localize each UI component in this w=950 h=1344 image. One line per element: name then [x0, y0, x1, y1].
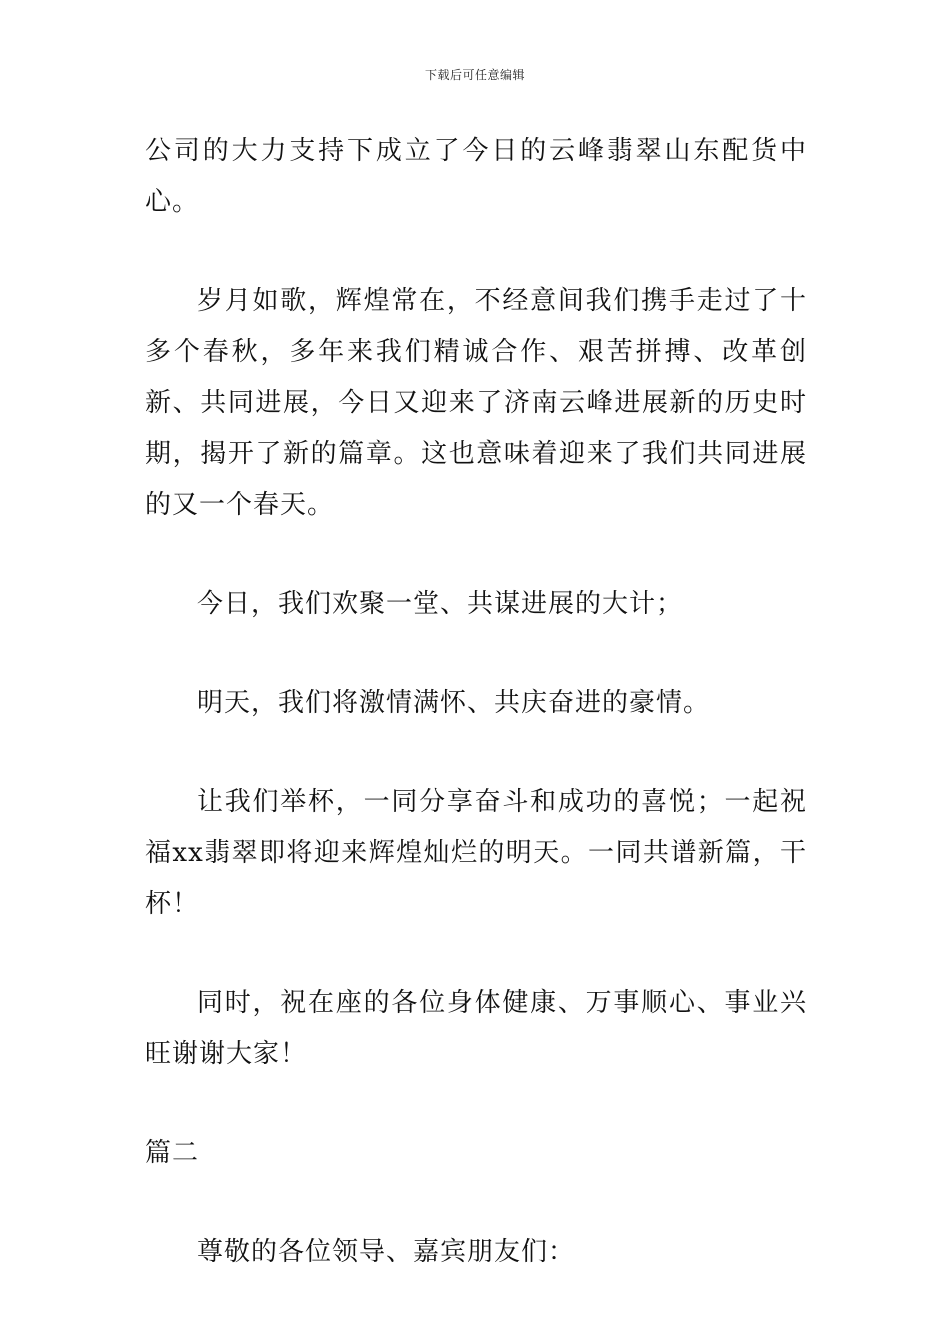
paragraph-wishes: 同时，祝在座的各位身体健康、万事顺心、事业兴旺谢谢大家！: [145, 988, 807, 1069]
paragraph-continuation: 公司的大力支持下成立了今日的云峰翡翠山东配货中心。: [145, 136, 807, 217]
paragraph-years: 岁月如歌，辉煌常在，不经意间我们携手走过了十多个春秋，多年来我们精诚合作、艰苦拼搏、改革创新、共同进展，今日又迎来了济南云峰进展新的历史时期，揭开了新的篇章。这也意味着迎来了我们共同进展的又一个春天。: [145, 286, 807, 520]
paragraph-greeting: 尊敬的各位领导、嘉宾朋友们：: [197, 1237, 576, 1267]
section-heading: 篇二: [145, 1138, 200, 1168]
paragraph-toast: 让我们举杯，一同分享奋斗和成功的喜悦；一起祝福xx翡翠即将迎来辉煌灿烂的明天。一同共谱新篇，干杯！: [145, 787, 807, 919]
paragraph-today: 今日，我们欢聚一堂、共谋进展的大计；: [197, 589, 684, 619]
header-note: 下载后可任意编辑: [424, 68, 525, 82]
document-body: [145, 126, 807, 1278]
paragraph-tomorrow: 明天，我们将激情满怀、共庆奋进的豪情。: [197, 688, 711, 718]
